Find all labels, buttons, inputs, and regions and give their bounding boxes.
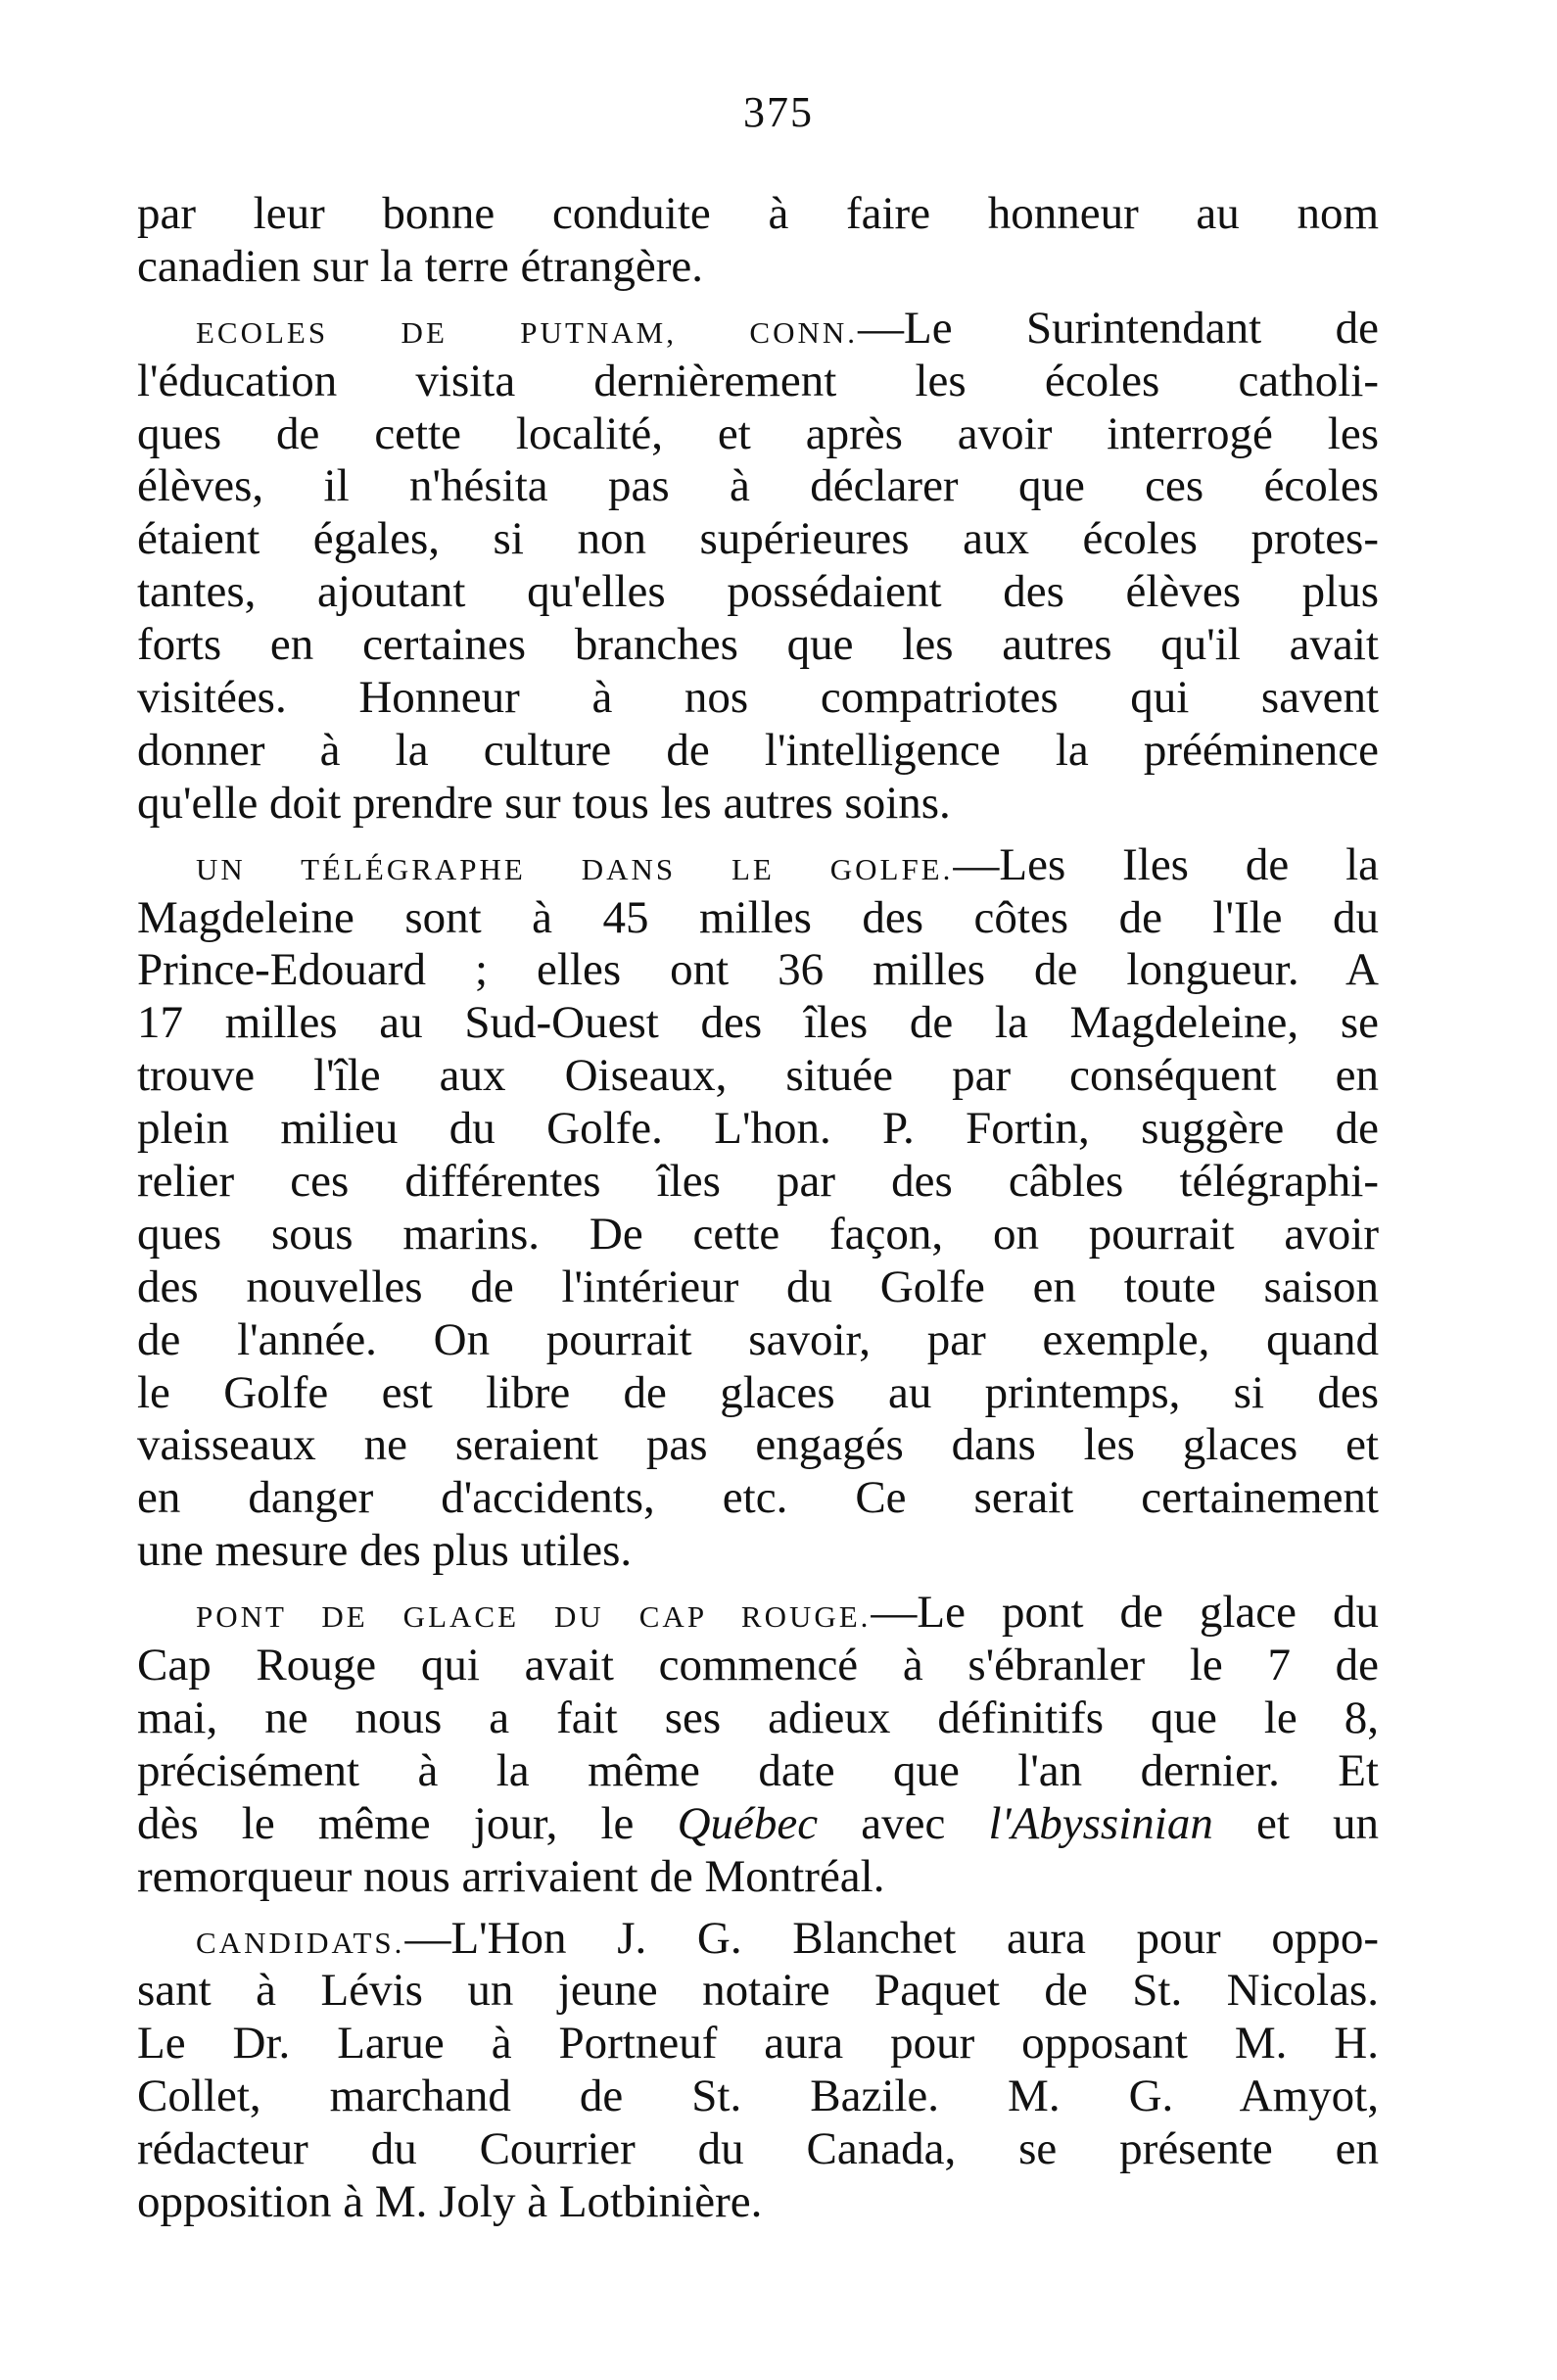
em-dash: — bbox=[871, 1587, 918, 1639]
ship-name-quebec: Québec bbox=[677, 1797, 819, 1849]
text-run: L'Hon J. G. Blanchet aura pour oppo- bbox=[450, 1912, 1379, 1964]
section-heading-candidats: CANDIDATS. bbox=[196, 1925, 405, 1960]
paragraph-pont bbox=[137, 1587, 1379, 1903]
paragraph-putnam bbox=[137, 303, 1379, 831]
section-heading-putnam: ECOLES DE PUTNAM, CONN. bbox=[196, 314, 858, 350]
text-line: qu'elle doit prendre sur tous les autres soins. bbox=[137, 777, 951, 829]
em-dash: — bbox=[953, 838, 1000, 890]
text-line: rédacteur du Courrier du Canada, se présente en bbox=[137, 2123, 1379, 2175]
text-line: élèves, il n'hésita pas à déclarer que ces écoles bbox=[137, 460, 1379, 512]
text-line: ques de cette localité, et après avoir interrogé les bbox=[137, 407, 1379, 459]
text-line: une mesure des plus utiles. bbox=[137, 1525, 633, 1577]
text-line bbox=[137, 1587, 1379, 1640]
em-dash: — bbox=[404, 1912, 451, 1964]
text-run: avec bbox=[818, 1797, 989, 1849]
paragraph-gap bbox=[137, 1904, 1379, 1913]
paragraph-gap bbox=[137, 831, 1379, 839]
text-line: étaient égales, si non supérieures aux écoles protes- bbox=[137, 513, 1379, 565]
text-line bbox=[137, 303, 1379, 356]
text-line: Prince-Edouard ; elles ont 36 milles de longueur. A bbox=[137, 944, 1379, 996]
text-line: plein milieu du Golfe. L'hon. P. Fortin, suggère de bbox=[137, 1103, 1379, 1155]
paragraph-gap bbox=[137, 1578, 1379, 1587]
text-line: 17 milles au Sud-Ouest des îles de la Magdeleine, se bbox=[137, 997, 1379, 1049]
text-line: remorqueur nous arrivaient de Montréal. bbox=[137, 1850, 885, 1902]
text-run: Le Surintendant de bbox=[904, 302, 1379, 354]
text-run: dès le même jour, le bbox=[137, 1797, 678, 1849]
text-line: relier ces différentes îles par des câbles télégraphi- bbox=[137, 1156, 1379, 1208]
text-line: mai, ne nous a fait ses adieux définitifs que le 8, bbox=[137, 1691, 1379, 1743]
text-line: précisément à la même date que l'an dernier. Et bbox=[137, 1744, 1379, 1796]
ship-name-abyssinian: l'Abyssinian bbox=[988, 1797, 1213, 1849]
section-heading-telegraphe: UN TÉLÉGRAPHE DANS LE GOLFE. bbox=[196, 851, 954, 886]
text-line: Magdeleine sont à 45 milles des côtes de l'Ile du bbox=[137, 891, 1379, 943]
text-run: et un bbox=[1212, 1797, 1380, 1849]
text-line: l'éducation visita dernièrement les écoles catholi- bbox=[137, 355, 1379, 406]
paragraph-telegraphe bbox=[137, 839, 1379, 1578]
text-line: vaisseaux ne seraient pas engagés dans les glaces et bbox=[137, 1419, 1379, 1471]
paragraph-intro bbox=[137, 188, 1379, 294]
text-line: opposition à M. Joly à Lotbinière. bbox=[137, 2175, 763, 2227]
text-line: sant à Lévis un jeune notaire Paquet de St. Nicolas. bbox=[137, 1965, 1379, 2017]
page-number: 375 bbox=[743, 88, 814, 136]
text-line: canadien sur la terre étrangère. bbox=[137, 240, 703, 292]
text-line bbox=[137, 1913, 1379, 1966]
section-heading-pont: PONT DE GLACE DU CAP ROUGE. bbox=[196, 1599, 872, 1635]
paragraph-gap bbox=[137, 294, 1379, 303]
text-line: par leur bonne conduite à faire honneur au nom bbox=[137, 188, 1379, 239]
text-line: Collet, marchand de St. Bazile. M. G. Amyot, bbox=[137, 2071, 1379, 2122]
text-line: tantes, ajoutant qu'elles possédaient des élèves plus bbox=[137, 566, 1379, 618]
text-line bbox=[137, 839, 1379, 892]
text-line: forts en certaines branches que les autres qu'il avait bbox=[137, 619, 1379, 671]
text-line: donner à la culture de l'intelligence la prééminence bbox=[137, 724, 1379, 776]
text-line: visitées. Honneur à nos compatriotes qui savent bbox=[137, 672, 1379, 724]
text-line: le Golfe est libre de glaces au printemps, si des bbox=[137, 1366, 1379, 1418]
text-line: trouve l'île aux Oiseaux, située par conséquent en bbox=[137, 1050, 1379, 1102]
text-run: Les Iles de la bbox=[999, 838, 1379, 890]
page-text bbox=[137, 188, 1379, 2229]
text-line: Le Dr. Larue à Portneuf aura pour opposant M. H. bbox=[137, 2018, 1379, 2070]
text-line: de l'année. On pourrait savoir, par exemple, quand bbox=[137, 1313, 1379, 1365]
text-line: ques sous marins. De cette façon, on pourrait avoir bbox=[137, 1208, 1379, 1260]
text-line: des nouvelles de l'intérieur du Golfe en toute saison bbox=[137, 1261, 1379, 1312]
text-run: Le pont de glace du bbox=[917, 1587, 1379, 1639]
text-line bbox=[137, 1798, 1379, 1851]
text-line: en danger d'accidents, etc. Ce serait certainement bbox=[137, 1472, 1379, 1524]
text-line: Cap Rouge qui avait commencé à s'ébranler le 7 de bbox=[137, 1640, 1379, 1691]
paragraph-candidats bbox=[137, 1913, 1379, 2229]
em-dash: — bbox=[858, 302, 904, 354]
